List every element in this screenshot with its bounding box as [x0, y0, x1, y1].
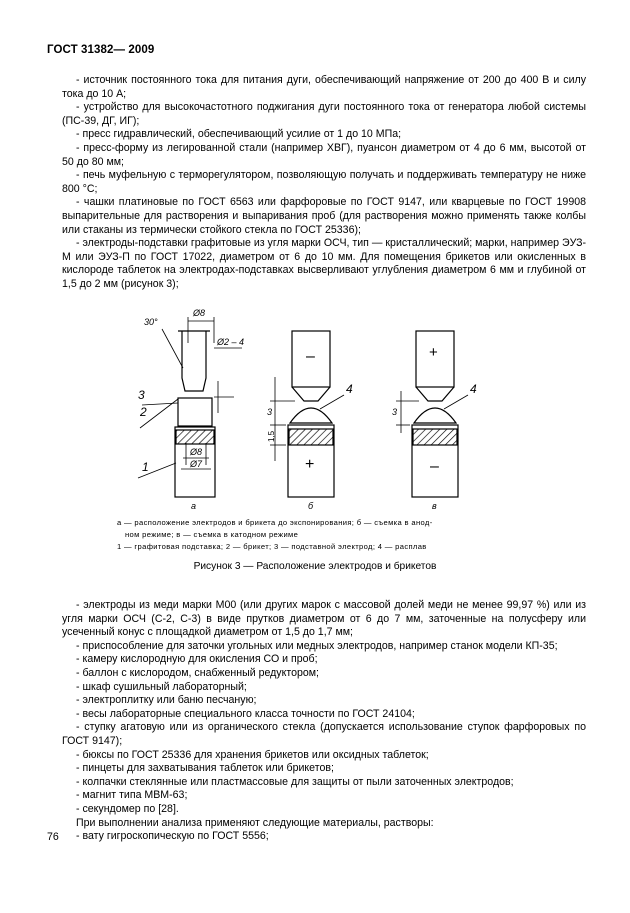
- list-item: - баллон с кислородом, снабженный редуктором;: [76, 666, 319, 679]
- list-item: - ступку агатовую или из органического стекла (допускается использование ступок фарфоровых по ГОСТ 9147);: [62, 721, 586, 747]
- list-item: - бюксы по ГОСТ 25336 для хранения брикетов или оксидных таблеток;: [76, 748, 429, 761]
- label-d2-4: Ø2 – 4: [217, 337, 245, 347]
- label-4-c: 4: [470, 382, 477, 396]
- angle-guide: [162, 329, 183, 368]
- label-d8-mid: Ø8: [190, 447, 203, 457]
- hatched-zone-c: [413, 429, 457, 445]
- label-1: 1: [142, 460, 149, 474]
- equipment-list-top: [62, 74, 586, 292]
- list-item: - приспособление для заточки угольных или медных электродов, например станок модели КП-35;: [76, 639, 558, 652]
- subfig-c-label: в: [432, 501, 437, 511]
- hatched-zone-a: [176, 430, 214, 444]
- equipment-list-bottom: [62, 599, 586, 844]
- dim-3-b: 3: [267, 407, 273, 417]
- list-item: - камеру кислородную для окисления СО и проб;: [76, 653, 318, 666]
- melt-4-c: [414, 408, 456, 423]
- list-item: При выполнении анализа применяют следующие материалы, растворы:: [76, 816, 434, 829]
- label-4-b: 4: [346, 382, 353, 396]
- label-2: 2: [140, 405, 147, 419]
- list-item: - устройство для высокочастотного поджигания дуги постоянного тока от генератора любой системы (ПС-39, ДГ, ИГ);: [62, 101, 586, 127]
- minus-sign-c: –: [430, 458, 439, 475]
- electrode-3-body: [182, 331, 206, 391]
- list-item: - весы лабораторные специального класса точности по ГОСТ 24104;: [76, 707, 415, 720]
- dim-1-5: 1,5: [267, 430, 276, 442]
- figure-legend: [117, 517, 511, 553]
- minus-sign-b: –: [306, 348, 315, 365]
- label-d8-top: Ø8: [193, 308, 206, 318]
- list-item: - электроды из меди марки М00 (или других марок с массовой долей меди не менее 99,97 %) или из угля марки ОСЧ (С-2, С-3) в виде прутков диаметром от 6 до 7 мм, заточенные на полусферу или усеченный конус с площадкой диаметром от 1,5 до 1,7 мм;: [62, 599, 586, 639]
- document-header: ГОСТ 31382— 2009: [47, 44, 155, 56]
- list-item: - электроды-подставки графитовые из угля марки ОСЧ, тип — кристаллический; марки, например ЭУЗ-М или ЭУЗ-П по ГОСТ 17022, диаметром от 6 до 10 мм. Для помещения брикетов или окисленных в кислороде таблеток на электродах-подставках высверливают углубления диаметром 6 мм и глубиной от 1,5 до 2 мм (рисунок 3);: [62, 237, 586, 290]
- hatched-zone-b: [289, 429, 333, 445]
- figure-caption: Рисунок 3 — Расположение электродов и брикетов: [193, 561, 437, 572]
- list-item: - вату гигроскопическую по ГОСТ 5556;: [76, 830, 269, 843]
- electrode-diagram-svg: [120, 303, 500, 513]
- plus-sign-b: +: [305, 456, 315, 473]
- legend-line: ном режиме; в — съемка в катодном режиме: [125, 530, 299, 539]
- list-item: - пинцеты для захватывания таблеток или брикетов;: [76, 762, 334, 775]
- dim-3-c: 3: [392, 407, 398, 417]
- list-item: - шкаф сушильный лабораторный;: [76, 680, 247, 693]
- page-number: 76: [47, 831, 59, 843]
- list-item: - пресс-форму из легированной стали (например ХВГ), пуансон диаметром от 4 до 6 мм, высотой от 50 до 80 мм;: [62, 141, 586, 168]
- melt-4-b: [290, 408, 332, 423]
- subfig-b-label: б: [308, 501, 314, 511]
- briquette-2: [178, 398, 212, 426]
- list-item: - чашки платиновые по ГОСТ 6563 или фарфоровые по ГОСТ 9147, или кварцевые по ГОСТ 19908 выпарительные для растворения и выпаривания проб (для растворения можно применять также колбы или стаканы из термически стойкого стекла по ГОСТ 25336);: [62, 196, 586, 236]
- legend-line: а — расположение электродов и брикета до экспонирования; б — съемка в анод-: [117, 518, 433, 527]
- label-angle: 30°: [144, 317, 158, 327]
- list-item: - секундомер по [28].: [76, 802, 179, 815]
- plus-sign-c: +: [429, 344, 438, 361]
- subfig-a-label: а: [191, 501, 197, 511]
- list-item: - электроплитку или баню песчаную;: [76, 694, 257, 707]
- label-3: 3: [138, 388, 145, 402]
- list-item: - колпачки стеклянные или пластмассовые для защиты от пыли заточенных электродов;: [76, 775, 514, 788]
- list-item: - печь муфельную с терморегулятором, позволяющую получать и поддерживать температуру не ниже 800 °С;: [62, 169, 586, 195]
- legend-line: 1 — графитовая подставка; 2 — брикет; 3 — подставной электрод; 4 — расплав: [117, 542, 427, 551]
- list-item: - пресс гидравлический, обеспечивающий усилие от 1 до 10 МПа;: [76, 128, 402, 141]
- label-d7: Ø7: [190, 459, 203, 469]
- figure-3-electrode-diagram: [120, 303, 500, 513]
- list-item: - источник постоянного тока для питания дуги, обеспечивающий напряжение от 200 до 400 В и силу тока до 10 А;: [62, 74, 586, 100]
- list-item: - магнит типа МВМ-63;: [76, 789, 188, 802]
